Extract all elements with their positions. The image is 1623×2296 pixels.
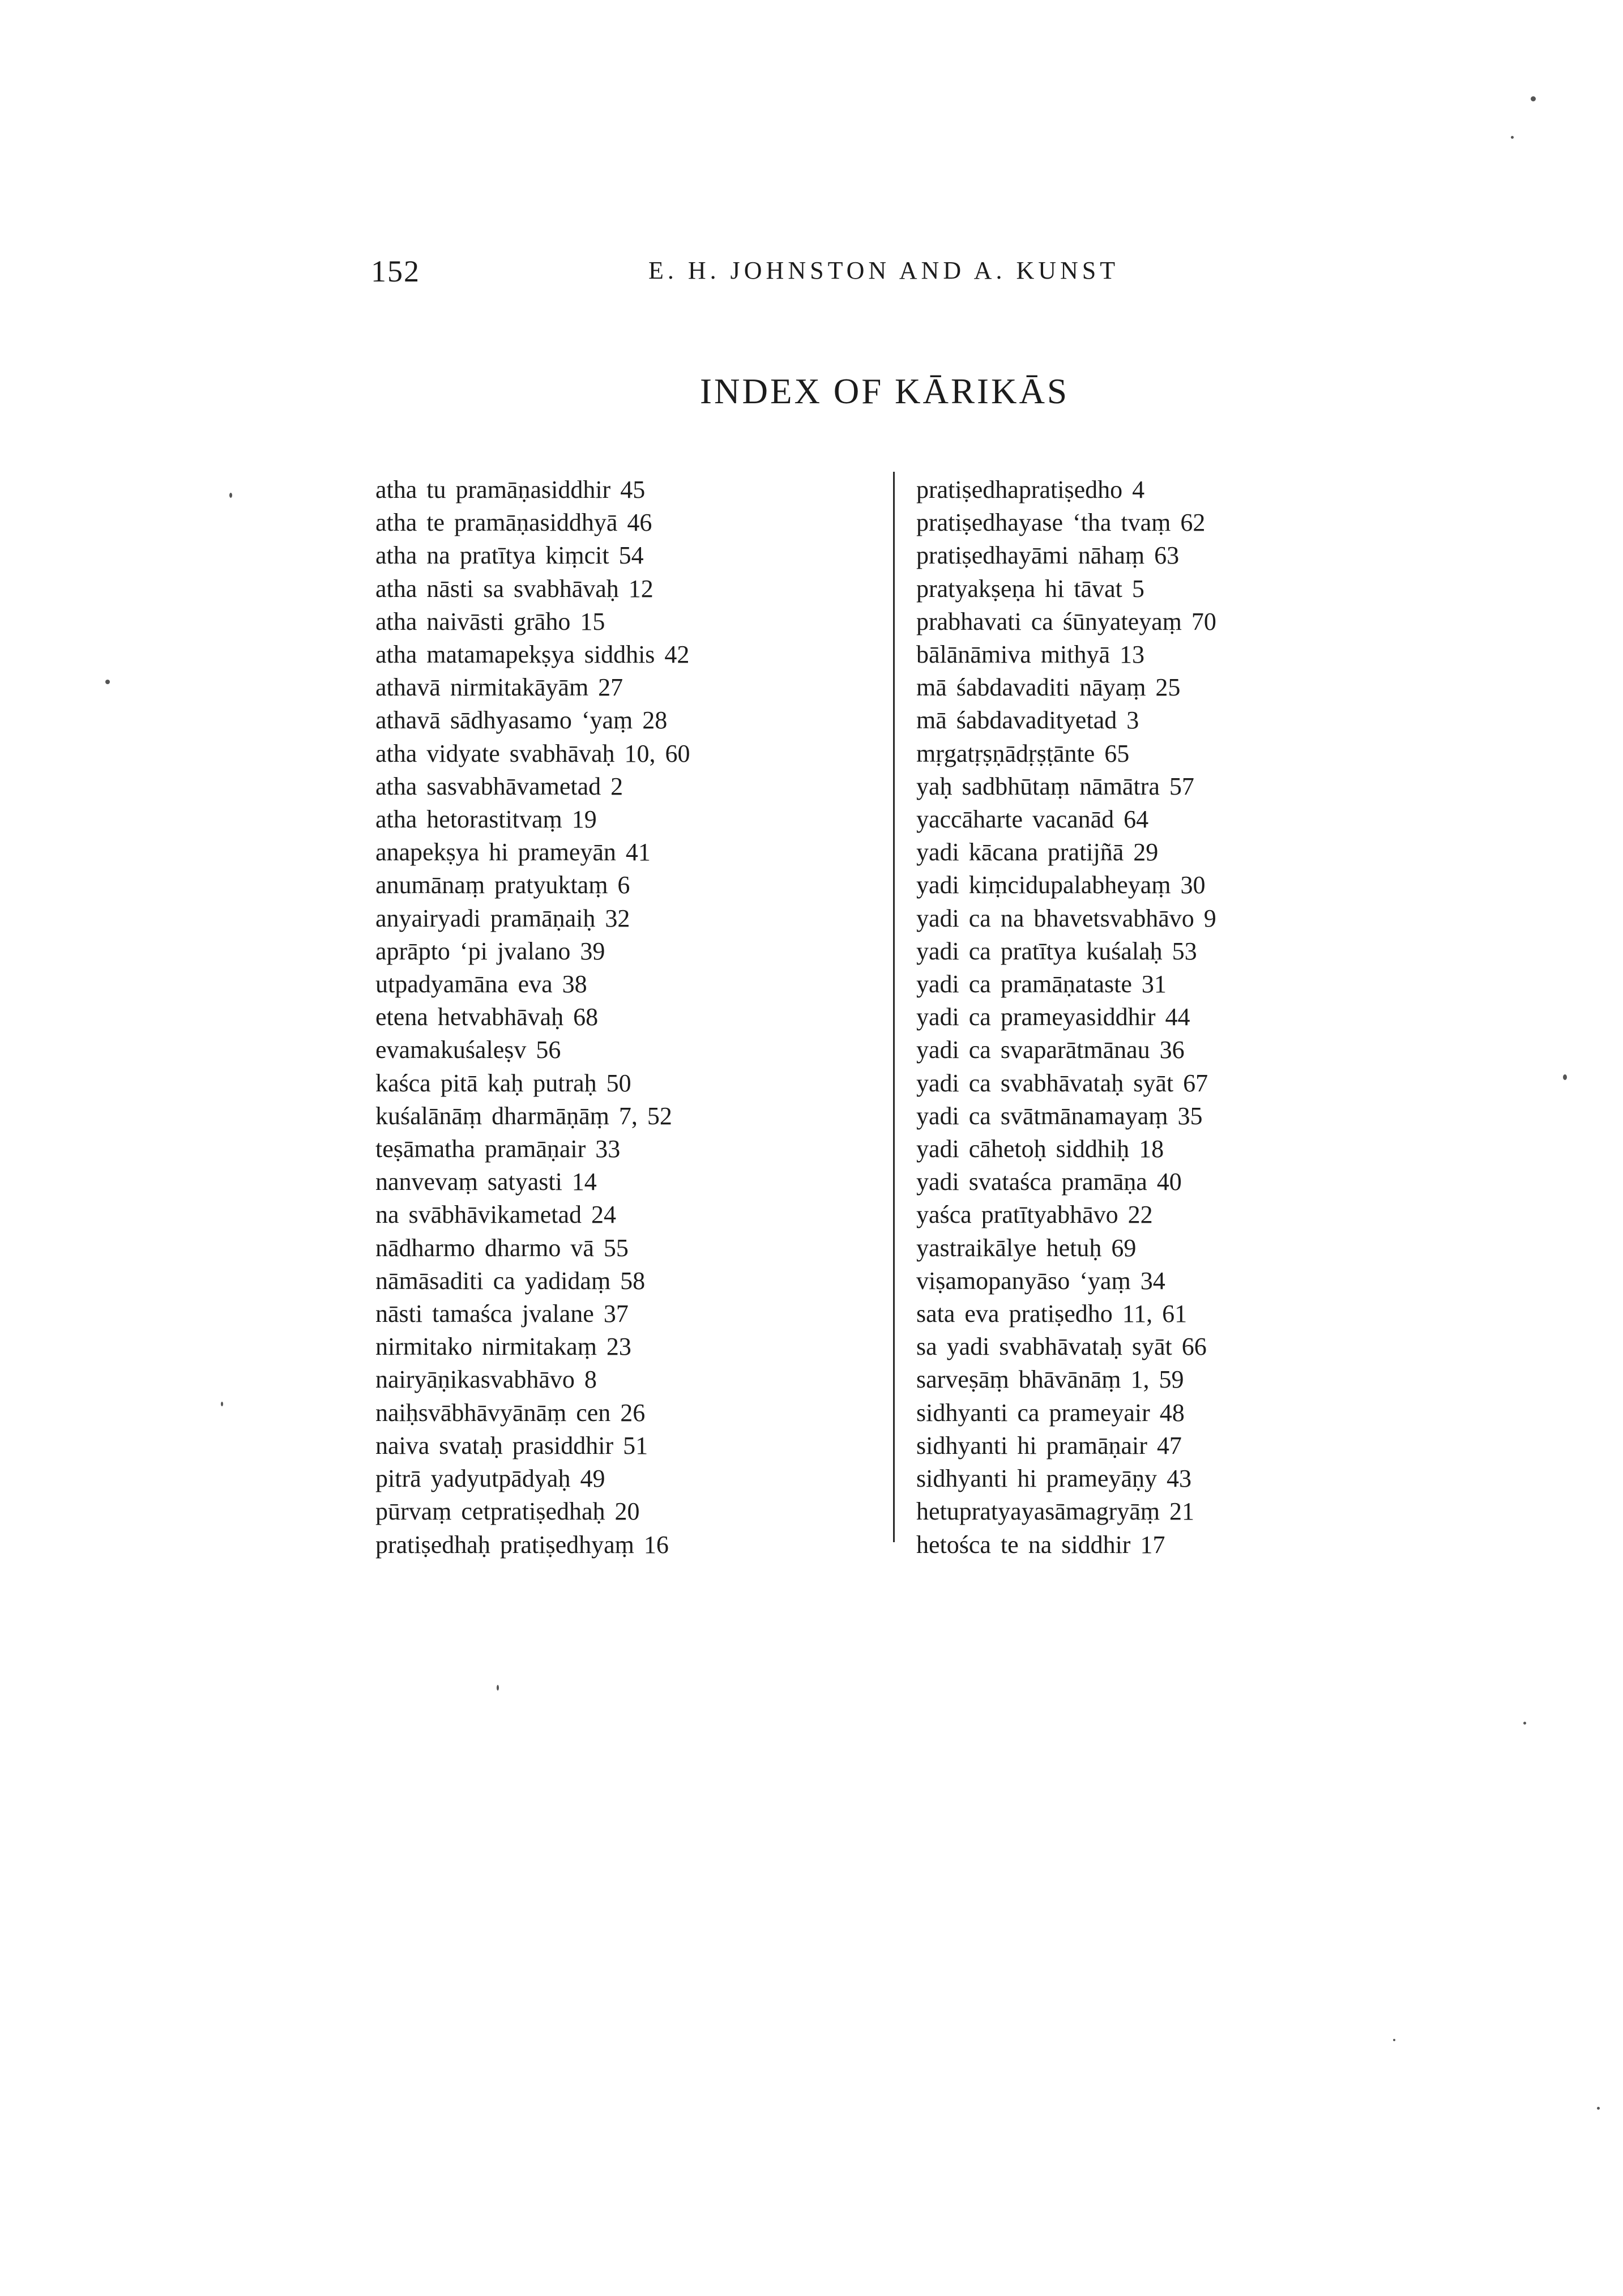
- index-entry: atha vidyate svabhāvaḥ 10, 60: [375, 739, 690, 767]
- index-entry: mā śabdavadityetad 3: [916, 706, 1139, 735]
- scan-speck: [1511, 136, 1514, 139]
- index-entry: atha nāsti sa svabhāvaḥ 12: [375, 574, 654, 603]
- scan-speck: [105, 680, 110, 684]
- index-entry: prabhavati ca śūnyateyaṃ 70: [916, 607, 1216, 635]
- index-entry: yaśca pratītyabhāvo 22: [916, 1201, 1153, 1229]
- index-entry: hetośca te na siddhir 17: [916, 1530, 1165, 1559]
- index-entry: naiva svataḥ prasiddhir 51: [375, 1431, 648, 1459]
- index-entry: pratiṣedhaḥ pratiṣedhyaṃ 16: [375, 1530, 669, 1559]
- index-entry: sidhyanti hi prameyāṇy 43: [916, 1465, 1192, 1493]
- index-entry: pratiṣedhapratiṣedho 4: [916, 476, 1145, 503]
- index-entry: yadi ca svaparātmānau 36: [916, 1036, 1185, 1064]
- page-number: 152: [371, 254, 420, 288]
- index-entry: nirmitako nirmitakaṃ 23: [375, 1333, 631, 1361]
- index-entry: kaśca pitā kaḥ putraḥ 50: [375, 1069, 631, 1097]
- index-entry: yadi ca pratītya kuśalaḥ 53: [916, 937, 1197, 965]
- scan-speck: [221, 1402, 223, 1406]
- scan-speck: [1597, 2107, 1600, 2110]
- index-entry: anyairyadi pramāṇaiḥ 32: [375, 904, 630, 932]
- index-entry: mṛgatṛṣṇādṛṣṭānte 65: [916, 739, 1130, 767]
- index-column-right: [916, 473, 1347, 1561]
- index-entry: yadi kiṃcidupalabheyaṃ 30: [916, 871, 1206, 899]
- index-entry: yadi ca pramāṇataste 31: [916, 970, 1167, 998]
- column-divider: [893, 472, 895, 1542]
- scan-speck: [1563, 1074, 1567, 1080]
- index-entry: anumānaṃ pratyuktaṃ 6: [375, 871, 630, 899]
- index-entry: aprāpto ʻpi jvalano 39: [375, 937, 605, 965]
- index-entry: atha te pramāṇasiddhyā 46: [375, 509, 652, 537]
- index-entry: mā śabdavaditi nāyaṃ 25: [916, 673, 1181, 702]
- index-entry: etena hetvabhāvaḥ 68: [375, 1003, 599, 1031]
- index-entry: nāsti tamaśca jvalane 37: [375, 1300, 629, 1328]
- index-entry: bālānāmiva mithyā 13: [916, 641, 1144, 669]
- index-entry: atha sasvabhāvametad 2: [375, 772, 623, 800]
- index-entry: yaccāharte vacanād 64: [916, 805, 1149, 834]
- index-entry: utpadyamāna eva 38: [375, 970, 587, 998]
- index-entry: nādharmo dharmo vā 55: [375, 1234, 629, 1262]
- index-entry: atha naivāsti grāho 15: [375, 607, 605, 635]
- running-head: E. H. JOHNSTON AND A. KUNST: [648, 257, 1120, 284]
- index-entry: atha na pratītya kiṃcit 54: [375, 541, 644, 570]
- index-entry: athavā nirmitakāyām 27: [375, 673, 623, 702]
- index-entry: pitrā yadyutpādyaḥ 49: [375, 1465, 605, 1493]
- index-entry: atha hetorastitvaṃ 19: [375, 805, 597, 834]
- scan-speck: [229, 493, 232, 498]
- index-entry: teṣāmatha pramāṇair 33: [375, 1135, 621, 1163]
- scan-speck: [497, 1685, 499, 1691]
- index-entry: nanvevaṃ satyasti 14: [375, 1168, 597, 1196]
- section-title: INDEX OF KĀRIKĀS: [700, 372, 1070, 411]
- scan-speck: [1523, 1722, 1526, 1725]
- index-entry: viṣamopanyāso ʻyaṃ 34: [916, 1266, 1165, 1295]
- index-column-left: [375, 473, 885, 1561]
- index-entry: atha matamapekṣya siddhis 42: [375, 641, 690, 669]
- index-entry: yadi cāhetoḥ siddhiḥ 18: [916, 1135, 1164, 1163]
- index-entry: yadi ca svātmānamayaṃ 35: [916, 1102, 1203, 1130]
- index-entry: atha tu pramāṇasiddhir 45: [375, 476, 646, 503]
- index-entry: yadi svataśca pramāṇa 40: [916, 1168, 1182, 1196]
- index-entry: sidhyanti ca prameyair 48: [916, 1398, 1185, 1427]
- index-entry: yadi kācana pratijñā 29: [916, 838, 1159, 867]
- index-entry: nāmāsaditi ca yadidaṃ 58: [375, 1266, 646, 1295]
- scan-speck: [1393, 2039, 1395, 2041]
- index-entry: sarveṣāṃ bhāvānāṃ 1, 59: [916, 1365, 1184, 1394]
- scan-speck: [1531, 96, 1536, 101]
- index-entry: pūrvaṃ cetpratiṣedhaḥ 20: [375, 1497, 640, 1526]
- index-entry: nairyāṇikasvabhāvo 8: [375, 1365, 597, 1394]
- index-entry: sa yadi svabhāvataḥ syāt 66: [916, 1333, 1207, 1361]
- index-entry: yadi ca svabhāvataḥ syāt 67: [916, 1069, 1208, 1097]
- index-entry: hetupratyayasāmagryāṃ 21: [916, 1497, 1195, 1526]
- index-entry: naiḥsvābhāvyānāṃ cen 26: [375, 1398, 646, 1427]
- index-entry: na svābhāvikametad 24: [375, 1201, 616, 1229]
- index-entry: evamakuśaleṣv 56: [375, 1036, 561, 1064]
- index-entry: sata eva pratiṣedho 11, 61: [916, 1300, 1188, 1328]
- index-entry: sidhyanti hi pramāṇair 47: [916, 1431, 1182, 1459]
- index-entry: pratiṣedhayase ʻtha tvaṃ 62: [916, 509, 1206, 537]
- index-entry: pratyakṣeṇa hi tāvat 5: [916, 574, 1144, 603]
- index-entry: yaḥ sadbhūtaṃ nāmātra 57: [916, 772, 1194, 800]
- index-entry: yadi ca na bhavetsvabhāvo 9: [916, 904, 1216, 932]
- index-entry: yastraikālye hetuḥ 69: [916, 1234, 1137, 1262]
- index-entry: anapekṣya hi prameyān 41: [375, 838, 651, 867]
- index-entry: yadi ca prameyasiddhir 44: [916, 1003, 1190, 1031]
- index-entry: kuśalānāṃ dharmāṇāṃ 7, 52: [375, 1102, 672, 1130]
- index-entry: pratiṣedhayāmi nāhaṃ 63: [916, 541, 1180, 570]
- index-entry: athavā sādhyasamo ʻyaṃ 28: [375, 706, 668, 735]
